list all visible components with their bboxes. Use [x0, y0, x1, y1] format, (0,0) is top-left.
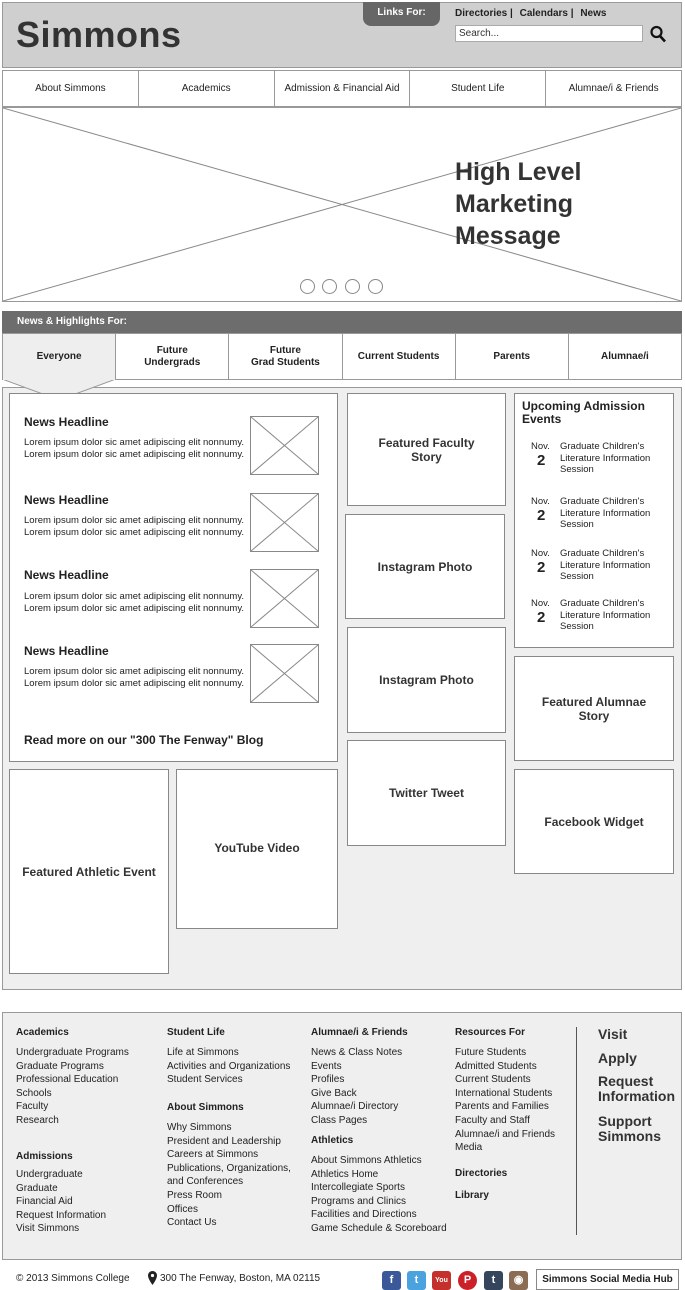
news-thumbnail[interactable]	[250, 493, 319, 552]
footer-link[interactable]: Professional Education	[16, 1074, 119, 1086]
footer-link[interactable]: Schools	[16, 1087, 52, 1099]
nav-about-simmons[interactable]: About Simmons	[3, 71, 139, 106]
tab-everyone[interactable]: Everyone	[3, 334, 116, 379]
footer-list-about	[167, 1121, 291, 1230]
nav-alumnae-friends[interactable]: Alumnae/i & Friends	[568, 83, 659, 94]
request-information-link[interactable]: Request Information	[598, 1073, 675, 1104]
news-text: Lorem ipsum dolor sic amet adipiscing elit nonnumy. Lorem ipsum dolor sic amet adipiscing elit nonnumy.	[24, 515, 245, 538]
event-title[interactable]: Graduate Children's Literature Information Session	[560, 598, 651, 632]
footer-divider	[576, 1027, 577, 1235]
footer-link[interactable]: Future Students	[455, 1047, 527, 1058]
footer-link[interactable]: Facilities and Directions	[311, 1209, 417, 1221]
support-simmons-link[interactable]: Support Simmons	[598, 1113, 662, 1144]
footer-link[interactable]: Careers at Simmons	[167, 1149, 259, 1161]
footer-link[interactable]: Graduate Programs	[16, 1060, 104, 1072]
footer-link[interactable]: Activities and Organizations	[167, 1060, 291, 1072]
carousel-dot-1[interactable]	[300, 279, 315, 294]
footer-heading-resources[interactable]: Resources For	[455, 1027, 526, 1038]
footer-link[interactable]: Events	[311, 1060, 342, 1072]
directories-link[interactable]: Directories |	[455, 8, 513, 19]
copyright: © 2013 Simmons College	[16, 1273, 130, 1284]
search-input[interactable]	[455, 25, 643, 42]
footer-heading-student-life[interactable]: Student Life	[167, 1027, 225, 1038]
event-title[interactable]: Graduate Children's Literature Information Session	[560, 496, 651, 530]
news-thumbnail[interactable]	[250, 569, 319, 628]
news-headline[interactable]: News Headline	[24, 415, 109, 429]
featured-faculty-story[interactable]: Featured Faculty Story	[347, 393, 506, 506]
featured-alumnae-story[interactable]: Featured Alumnae Story	[514, 656, 674, 761]
tab-future-undergrads[interactable]: Future Undergrads	[116, 334, 229, 379]
footer-link[interactable]: Faculty	[16, 1101, 49, 1113]
footer-link[interactable]: Undergraduate Programs	[16, 1047, 129, 1058]
footer-link[interactable]: Undergraduate	[16, 1169, 83, 1180]
footer-heading-athletics[interactable]: Athletics	[311, 1135, 354, 1146]
social-media-hub-button[interactable]: Simmons Social Media Hub	[536, 1269, 679, 1290]
news-text: Lorem ipsum dolor sic amet adipiscing elit nonnumy. Lorem ipsum dolor sic amet adipiscing elit nonnumy.	[24, 666, 245, 689]
news-link[interactable]: News	[580, 8, 607, 19]
tab-alumnae[interactable]: Alumnae/i	[601, 350, 649, 362]
event-title[interactable]: Graduate Children's Literature Information Session	[560, 548, 651, 582]
footer-list-alumnae	[311, 1046, 402, 1128]
youtube-icon[interactable]: You	[432, 1271, 451, 1290]
event-title[interactable]: Graduate Children's Literature Information Session	[560, 441, 651, 475]
footer-link[interactable]: Class Pages	[311, 1114, 368, 1126]
links-for-dropdown[interactable]: Links For:	[363, 2, 440, 26]
footer-link[interactable]: Research	[16, 1114, 59, 1126]
tab-current-students[interactable]: Current Students	[343, 334, 456, 379]
footer-link[interactable]: Profiles	[311, 1074, 345, 1086]
hero-message	[455, 156, 581, 252]
map-pin-icon	[148, 1271, 157, 1285]
footer-link[interactable]: Contact Us	[167, 1217, 217, 1229]
footer-link[interactable]: Financial Aid	[16, 1196, 73, 1208]
blog-link[interactable]: Read more on our "300 The Fenway" Blog	[24, 733, 264, 747]
news-thumbnail[interactable]	[250, 416, 319, 475]
youtube-video[interactable]: YouTube Video	[176, 769, 338, 929]
footer-link[interactable]: Life at Simmons	[167, 1047, 239, 1058]
pinterest-icon[interactable]: P	[458, 1271, 477, 1290]
utility-links	[455, 8, 610, 19]
event-day: 2	[537, 507, 546, 524]
footer-link[interactable]: Current Students	[455, 1074, 531, 1086]
event-month: Nov.	[531, 441, 550, 452]
hero-line-2: Marketing	[455, 190, 574, 218]
news-text: Lorem ipsum dolor sic amet adipiscing elit nonnumy. Lorem ipsum dolor sic amet adipiscing elit nonnumy.	[24, 591, 245, 614]
footer-link[interactable]: Parents and Families	[455, 1101, 549, 1113]
carousel-dot-3[interactable]	[345, 279, 360, 294]
footer-link[interactable]: News & Class Notes	[311, 1047, 403, 1058]
footer-link[interactable]: Admitted Students	[455, 1060, 537, 1072]
news-headline[interactable]: News Headline	[24, 493, 109, 507]
footer-library-link[interactable]: Library	[455, 1190, 489, 1201]
news-thumbnail[interactable]	[250, 644, 319, 703]
event-month: Nov.	[531, 496, 550, 507]
footer-link[interactable]: Visit Simmons	[16, 1223, 80, 1235]
twitter-tweet[interactable]: Twitter Tweet	[347, 740, 506, 846]
footer-list-resources	[455, 1046, 555, 1155]
footer-link[interactable]: and Conferences	[167, 1176, 244, 1188]
footer-directories-link[interactable]: Directories	[455, 1168, 508, 1179]
nav-student-life[interactable]: Student Life	[410, 71, 546, 106]
footer-link[interactable]: Why Simmons	[167, 1122, 232, 1133]
hero-line-1: High Level	[455, 158, 582, 186]
instagram-photo[interactable]: Instagram Photo	[347, 627, 506, 733]
news-headline[interactable]: News Headline	[24, 568, 109, 582]
footer-link[interactable]: Give Back	[311, 1087, 357, 1099]
footer-link[interactable]: Faculty and Staff	[455, 1114, 530, 1126]
facebook-widget[interactable]: Facebook Widget	[514, 769, 674, 874]
footer-link[interactable]: Game Schedule & Scoreboard	[311, 1222, 447, 1234]
footer-link[interactable]: International Students	[455, 1087, 553, 1099]
news-headline[interactable]: News Headline	[24, 644, 109, 658]
footer-list-admissions	[16, 1168, 106, 1236]
footer-link[interactable]: Programs and Clinics	[311, 1195, 407, 1207]
news-text: Lorem ipsum dolor sic amet adipiscing elit nonnumy. Lorem ipsum dolor sic amet adipiscing elit nonnumy.	[24, 437, 245, 460]
address: 300 The Fenway, Boston, MA 02115	[160, 1273, 321, 1284]
event-day: 2	[537, 559, 546, 576]
carousel-dot-2[interactable]	[322, 279, 337, 294]
instagram-photo[interactable]: Instagram Photo	[345, 514, 505, 619]
footer-link[interactable]: Publications, Organizations,	[167, 1162, 291, 1174]
footer-link[interactable]: About Simmons Athletics	[311, 1155, 422, 1166]
footer-list-athletics	[311, 1154, 447, 1236]
footer-link[interactable]: Press Room	[167, 1189, 223, 1201]
footer-link[interactable]: Alumnae/i Directory	[311, 1101, 399, 1113]
footer-list-student-life	[167, 1046, 290, 1087]
footer-heading-academics[interactable]: Academics	[16, 1027, 69, 1038]
main-nav	[2, 70, 682, 107]
audience-tabs	[2, 333, 682, 380]
nav-admission-financial-aid[interactable]: Admission & Financial Aid	[275, 71, 411, 106]
footer-link[interactable]: Request Information	[16, 1209, 107, 1221]
featured-athletic-event[interactable]: Featured Athletic Event	[9, 769, 169, 974]
footer-heading-admissions[interactable]: Admissions	[16, 1151, 73, 1162]
footer-list-academics	[16, 1046, 129, 1128]
footer-link[interactable]: President and Leadership	[167, 1135, 281, 1147]
hero-line-3: Message	[455, 222, 561, 250]
instagram-icon[interactable]: ◉	[509, 1271, 528, 1290]
carousel-dot-4[interactable]	[368, 279, 383, 294]
search-icon[interactable]	[650, 25, 666, 43]
news-highlights-bar: News & Highlights For:	[2, 311, 682, 333]
footer-link[interactable]: Media	[455, 1142, 483, 1154]
footer-link[interactable]: Graduate	[16, 1182, 58, 1194]
visit-link[interactable]: Visit	[598, 1026, 628, 1042]
twitter-icon[interactable]: t	[407, 1271, 426, 1290]
event-month: Nov.	[531, 598, 550, 609]
footer-link[interactable]: Student Services	[167, 1074, 243, 1086]
footer-heading-about[interactable]: About Simmons	[167, 1102, 244, 1113]
facebook-icon[interactable]: f	[382, 1271, 401, 1290]
event-day: 2	[537, 452, 546, 469]
event-month: Nov.	[531, 548, 550, 559]
footer-link[interactable]: Alumnae/i and Friends	[455, 1128, 556, 1140]
tab-future-grad-students[interactable]: Future Grad Students	[229, 334, 342, 379]
footer-heading-alumnae[interactable]: Alumnae/i & Friends	[311, 1027, 408, 1038]
footer-link[interactable]: Intercollegiate Sports	[311, 1182, 405, 1194]
site-logo[interactable]: Simmons	[16, 14, 182, 55]
footer-link[interactable]: Athletics Home	[311, 1168, 379, 1180]
event-day: 2	[537, 609, 546, 626]
calendars-link[interactable]: Calendars |	[519, 8, 574, 19]
nav-academics[interactable]: Academics	[139, 71, 275, 106]
apply-link[interactable]: Apply	[598, 1050, 637, 1066]
tab-parents[interactable]: Parents	[456, 334, 569, 379]
footer-link[interactable]: Offices	[167, 1203, 198, 1215]
tumblr-icon[interactable]: t	[484, 1271, 503, 1290]
events-title: Upcoming Admission Events	[522, 399, 645, 426]
